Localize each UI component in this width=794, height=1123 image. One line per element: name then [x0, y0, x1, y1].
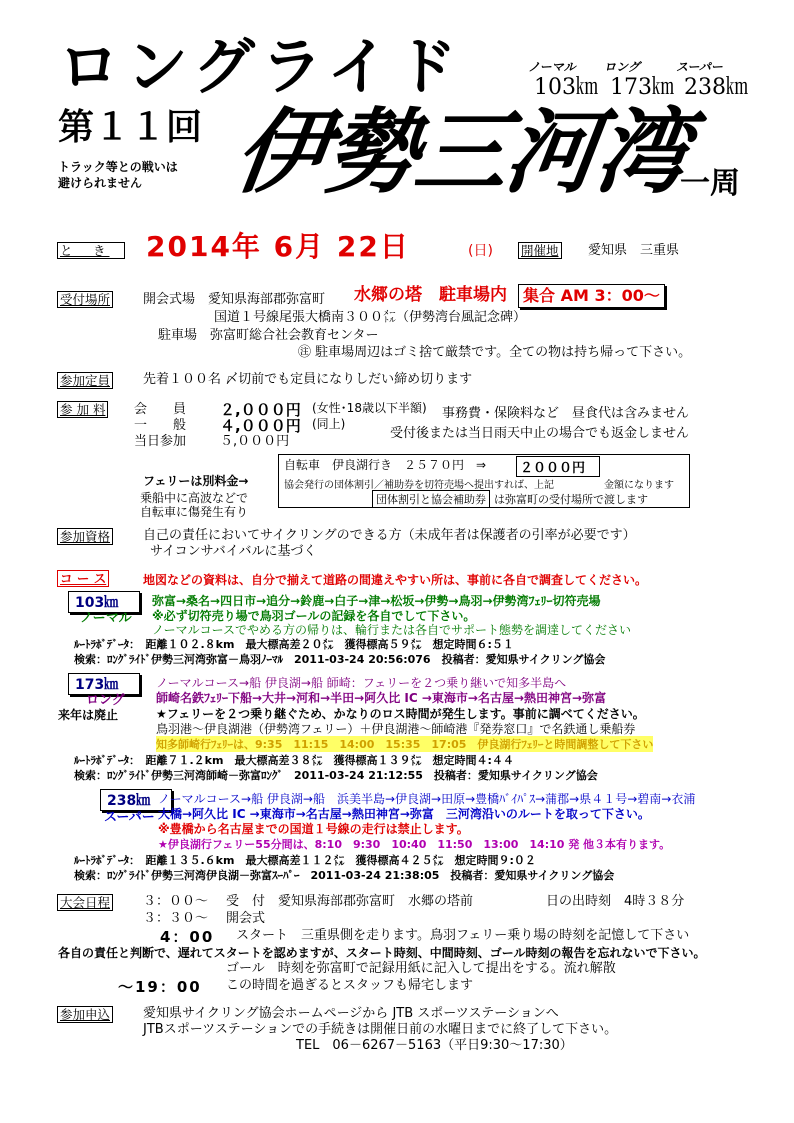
super-l3: ※豊橋から名古屋までの国道１号線の走行は禁止します。: [158, 822, 469, 836]
ferry-line2: 協会発行の団体割引／補助券を切符売場へ提出すれば、上記: [284, 480, 554, 491]
fee-label: 参 加 料: [57, 401, 108, 418]
course-note: 地図などの資料は、自分で揃えて道路の間違えやすい所は、事前に各自で調査してください。: [143, 573, 648, 587]
course-distance-super: 238㎞: [684, 75, 748, 100]
super-name: スーパー: [104, 810, 155, 825]
super-l5: ﾙｰﾄﾗﾎﾞﾃﾞｰﾀ： 距離１３５.６km 最大標高差１１２㍍ 獲得標高４２５㍍ 想定時間９:０２: [74, 854, 536, 867]
schedule-goal-line: ゴール 時刻を弥富町で記録用紙に記入して提出をする。流れ解散: [226, 961, 616, 976]
reception-line4: ㊟ 駐車場周辺はゴミ捨て厳禁です。全ての物は持ち帰って下さい。: [298, 345, 692, 360]
qualification-label: 参加資格: [57, 528, 113, 545]
super-l1: ノーマルコース→船 伊良湖→船 浜美半島→伊良湖→田原→豊橋ﾊﾞｲﾊﾟｽ→蒲郡→県４１号→碧南→衣浦: [158, 792, 696, 806]
schedule-r2-time: ３：３０～: [143, 911, 209, 926]
schedule-r3-time: 4：00: [160, 928, 215, 946]
schedule-r1-text: 受 付 愛知県海部郡弥富町 水郷の塔前: [226, 894, 474, 909]
normal-km: 103㎞: [68, 591, 140, 613]
assembly-time: 集合 AM 3：00～: [518, 284, 665, 308]
schedule-bold-line: 各自の責任と判断で、遅れてスタートを認めますが、スタート時刻、中間時刻、ゴール時刻の報告を忘れないで下さい。: [58, 946, 706, 960]
title-suffix: 一周: [680, 166, 740, 201]
normal-name: ノーマル: [80, 611, 132, 626]
capacity-text: 先着１００名 〆切前でも定員になりしだい締め切ります: [143, 372, 473, 387]
venue: 愛知県 三重県: [588, 243, 680, 258]
fee-sameday-price: ５,０００円: [220, 434, 290, 449]
warning-line1: トラック等との戦いは: [58, 160, 178, 174]
normal-l3: ノーマルコースでやめる方の帰りは、輪行または各自でサポート態勢を調達してください: [152, 623, 632, 637]
course-name-normal: ノーマル: [528, 60, 576, 74]
normal-l5: 検索：ﾛﾝｸﾞﾗｲﾄﾞ伊勢三河湾弥富－鳥羽ﾉｰﾏﾙ 2011-03-24 20:56:076 投稿者：愛知県サイクリング協会: [74, 653, 606, 666]
super-l4: ★伊良湖行フェリー55分間は、8:10 9:30 10:40 11:50 13:00 14:10 発 他３本有ります。: [158, 838, 671, 851]
date-label: と き: [57, 242, 125, 259]
apply-line2: JTBスポーツステーションでの手続きは開催日前の水曜日までに終了して下さい。: [143, 1022, 618, 1037]
qualification-line1: 自己の責任においてサイクリングのできる方（未成年者は保護者の引率が必要です）: [143, 528, 636, 543]
event-weekday: (日): [468, 243, 493, 259]
capacity-label: 参加定員: [57, 372, 113, 389]
fee-note1: 事務費・保険料など 昼食代は含みません: [442, 406, 690, 421]
reception-line3: 駐車場 弥富町総合社会教育センター: [158, 328, 379, 343]
fee-sameday-name: 当日参加: [134, 434, 187, 449]
fee-note2: 受付後または当日雨天中止の場合でも返金しません: [390, 426, 690, 441]
schedule-r1-right: 日の出時刻 4時３８分: [546, 894, 685, 909]
long-side-note: 来年は廃止: [58, 708, 119, 722]
course-name-super: スーパー: [676, 60, 723, 74]
reception-line2: 国道１号線尾張大橋南３００㍍（伊勢湾台風記念碑）: [214, 310, 527, 325]
long-l1: ノーマルコース→船 伊良湖→船 師崎：フェリーを２つ乗り継いで知多半島へ: [156, 676, 567, 690]
reception-place: 水郷の塔 駐車場内: [354, 285, 507, 305]
schedule-r2-text: 開会式: [226, 911, 266, 926]
schedule-r5-text: この時間を過ぎるとスタッフも帰宅します: [226, 978, 474, 993]
normal-l2: ※必ず切符売り場で鳥羽ゴールの記録を各自でして下さい。: [152, 609, 476, 623]
schedule-r5-time: ～19：00: [118, 978, 202, 996]
edition: 第１１回: [58, 107, 203, 148]
ferry-left2: 自転車に傷発生有り: [140, 505, 249, 519]
ferry-line3b: は弥富町の受付場所で渡します: [494, 493, 648, 506]
course-distance-normal: 103㎞: [534, 75, 598, 100]
schedule-r3-text: スタート 三重県側を走ります。鳥羽フェリー乗り場の時刻を記憶して下さい: [236, 928, 690, 943]
ferry-bike: 自転車 伊良湖行き ２５７０円 ⇒: [284, 458, 487, 472]
fee-member-note: (女性･18歳以下半額): [312, 401, 427, 415]
ferry-label: フェリーは別料金→: [143, 474, 249, 488]
apply-tel: TEL 06－6267－5163（平日9:30～17:30）: [296, 1038, 573, 1053]
super-l6: 検索：ﾛﾝｸﾞﾗｲﾄﾞ伊勢三河湾伊良湖－弥富ｽｰﾊﾟｰ 2011-03-24 21:38:05 投稿者：愛知県サイクリング協会: [74, 869, 615, 882]
qualification-line2: サイコンサバイバルに基づく: [150, 544, 317, 559]
ferry-left1: 乗船中に高波などで: [140, 491, 249, 505]
super-km: 238㎞: [100, 789, 172, 811]
fee-general-price: ４,０００円: [220, 417, 301, 435]
fee-general-note: (同上): [312, 417, 346, 431]
schedule-label: 大会日程: [57, 894, 113, 911]
fee-member-price: ２,０００円: [220, 401, 301, 419]
fee-general-name: 一 般: [134, 418, 187, 433]
apply-label: 参加申込: [57, 1006, 113, 1023]
warning-line2: 避けられません: [58, 176, 143, 190]
course-label: コ ー ス: [57, 570, 109, 587]
ferry-line3a: 団体割引と協会補助券: [372, 490, 490, 508]
long-name: ロング: [86, 693, 125, 708]
schedule-r1-time: ３：００～: [143, 894, 209, 909]
ferry-line2b: 金額になります: [604, 480, 674, 491]
event-date: 2014年 6月 22日: [146, 230, 410, 263]
ferry-discount: ２０００円: [516, 456, 600, 477]
long-l4: 鳥羽港～伊良湖港（伊勢湾フェリー）＋伊良湖港～師崎港『発券窓口』で名鉄通し乗船券: [156, 722, 636, 736]
venue-label: 開催地: [518, 242, 562, 259]
big-title: 伊勢三河湾: [228, 99, 694, 206]
long-l7: 検索：ﾛﾝｸﾞﾗｲﾄﾞ伊勢三河湾師崎－弥富ﾛﾝｸﾞ 2011-03-24 21:12:55 投稿者：愛知県サイクリング協会: [74, 769, 598, 782]
long-l3: ★フェリーを２つ乗り継ぐため、かなりのロス時間が発生します。事前に調べてください。: [156, 707, 645, 721]
normal-l4: ﾙｰﾄﾗﾎﾞﾃﾞｰﾀ： 距離１０２.８km 最大標高差２０㍍ 獲得標高５９㍍ 想定時間６:５１: [74, 638, 514, 651]
title-main: ロングライド: [58, 30, 463, 103]
long-km: 173㎞: [68, 673, 140, 695]
fee-member-name: 会 員: [134, 402, 187, 417]
reception-label: 受付場所: [57, 291, 113, 308]
apply-line1: 愛知県サイクリング協会ホームページから JTB スポーツステーションへ: [143, 1006, 559, 1021]
super-l2: 大橋→阿久比 IC →東海市→名古屋→熱田神宮→弥富 三河湾沿いのルートを取って下さい。: [158, 807, 650, 821]
long-l2: 師崎名鉄ﾌｪﾘｰ下船→大井→河和→半田→阿久比 IC →東海市→名古屋→熱田神宮→弥富: [156, 691, 607, 705]
reception-line1: 開会式場 愛知県海部郡弥富町: [143, 292, 326, 307]
long-l6: ﾙｰﾄﾗﾎﾞﾃﾞｰﾀ： 距離７１.２km 最大標高差３８㍍ 獲得標高１３９㍍ 想定時間４:４４: [74, 754, 514, 767]
normal-l1: 弥富→桑名→四日市→追分→鈴鹿→白子→津→松坂→伊勢→鳥羽→伊勢湾ﾌｪﾘｰ切符売場: [152, 594, 601, 608]
course-distance-long: 173㎞: [610, 75, 674, 100]
long-l5: 知多師崎行ﾌｪﾘｰは、9:35 11:15 14:00 15:35 17:05 伊良湖行ﾌｪﾘｰと時間調整して下さい: [156, 738, 654, 751]
course-name-long: ロング: [604, 60, 640, 74]
